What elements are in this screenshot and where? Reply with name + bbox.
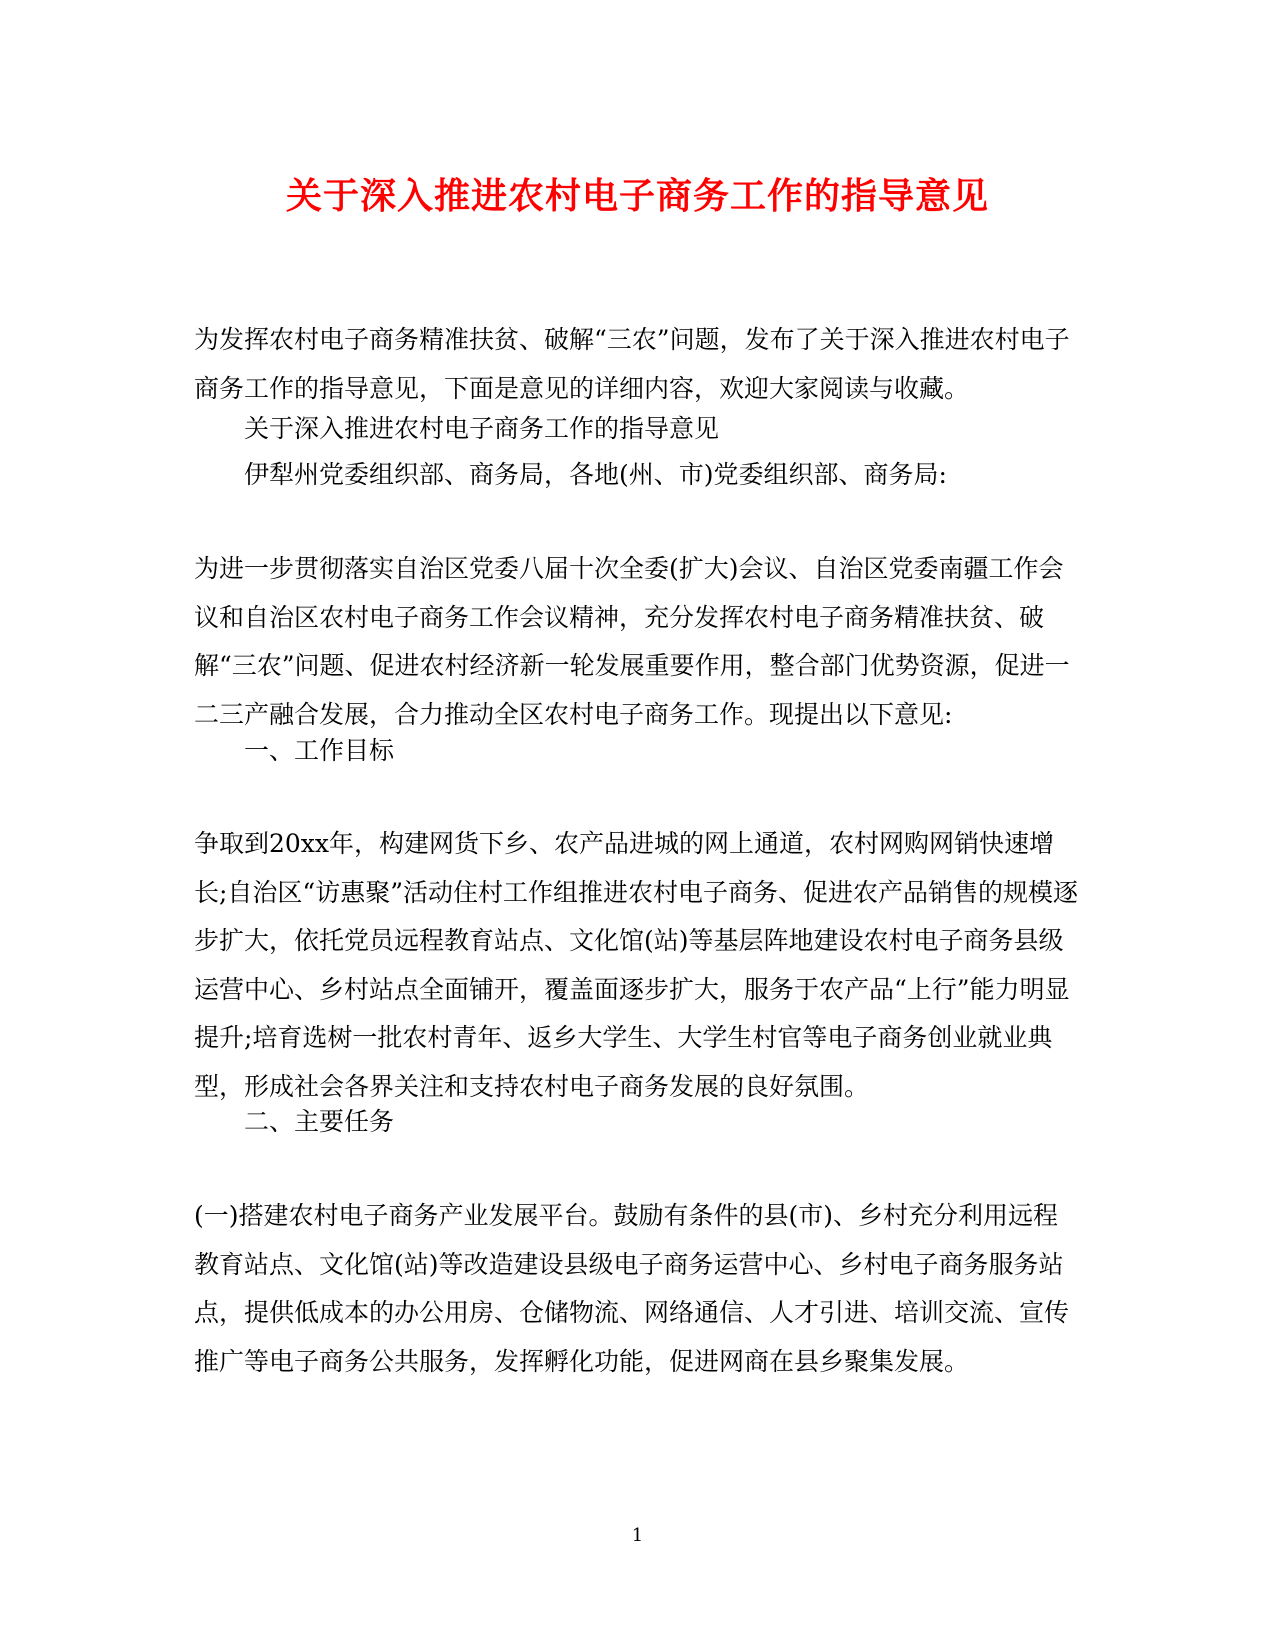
document-subtitle: 关于深入推进农村电子商务工作的指导意见: [244, 414, 720, 443]
section-heading-tasks: 二、主要任务: [244, 1107, 395, 1136]
task-item-1-paragraph: (一)搭建农村电子商务产业发展平台。鼓励有条件的县(市)、乡村充分利用远程教育站点、文化馆(站)等改造建设县级电子商务运营中心、乡村电子商务服务站点，提供低成本的办公用房、仓储物流、网络通信、人才引进、培训交流、宣传推广等电子商务公共服务，发挥孵化功能，促进网商在县乡聚集发展。: [194, 1201, 1070, 1376]
goals-paragraph: 争取到20xx年，构建网货下乡、农产品进城的网上通道，农村网购网销快速增长;自治区“访惠聚”活动住村工作组推进农村电子商务、促进农产品销售的规模逐步扩大，依托党员远程教育站点、文化馆(站)等基层阵地建设农村电子商务县级运营中心、乡村站点全面铺开，覆盖面逐步扩大，服务于农产品“上行”能力明显提升;培育选树一批农村青年、返乡大学生、大学生村官等电子商务创业就业典型，形成社会各界关注和支持农村电子商务发展的良好氛围。: [194, 829, 1078, 1101]
section-heading-goals: 一、工作目标: [244, 736, 395, 765]
page-number: 1: [631, 1525, 644, 1546]
intro-paragraph: 为发挥农村电子商务精准扶贫、破解“三农”问题，发布了关于深入推进农村电子商务工作的指导意见，下面是意见的详细内容，欢迎大家阅读与收藏。: [194, 325, 1070, 403]
recipients-line: 伊犁州党委组织部、商务局，各地(州、市)党委组织部、商务局:: [244, 460, 947, 489]
document-title: 关于深入推进农村电子商务工作的指导意见: [285, 175, 989, 217]
preamble-paragraph: 为进一步贯彻落实自治区党委八届十次全委(扩大)会议、自治区党委南疆工作会议和自治区农村电子商务工作会议精神，充分发挥农村电子商务精准扶贫、破解“三农”问题、促进农村经济新一轮发展重要作用，整合部门优势资源，促进一二三产融合发展，合力推动全区农村电子商务工作。现提出以下意见:: [194, 554, 1070, 729]
